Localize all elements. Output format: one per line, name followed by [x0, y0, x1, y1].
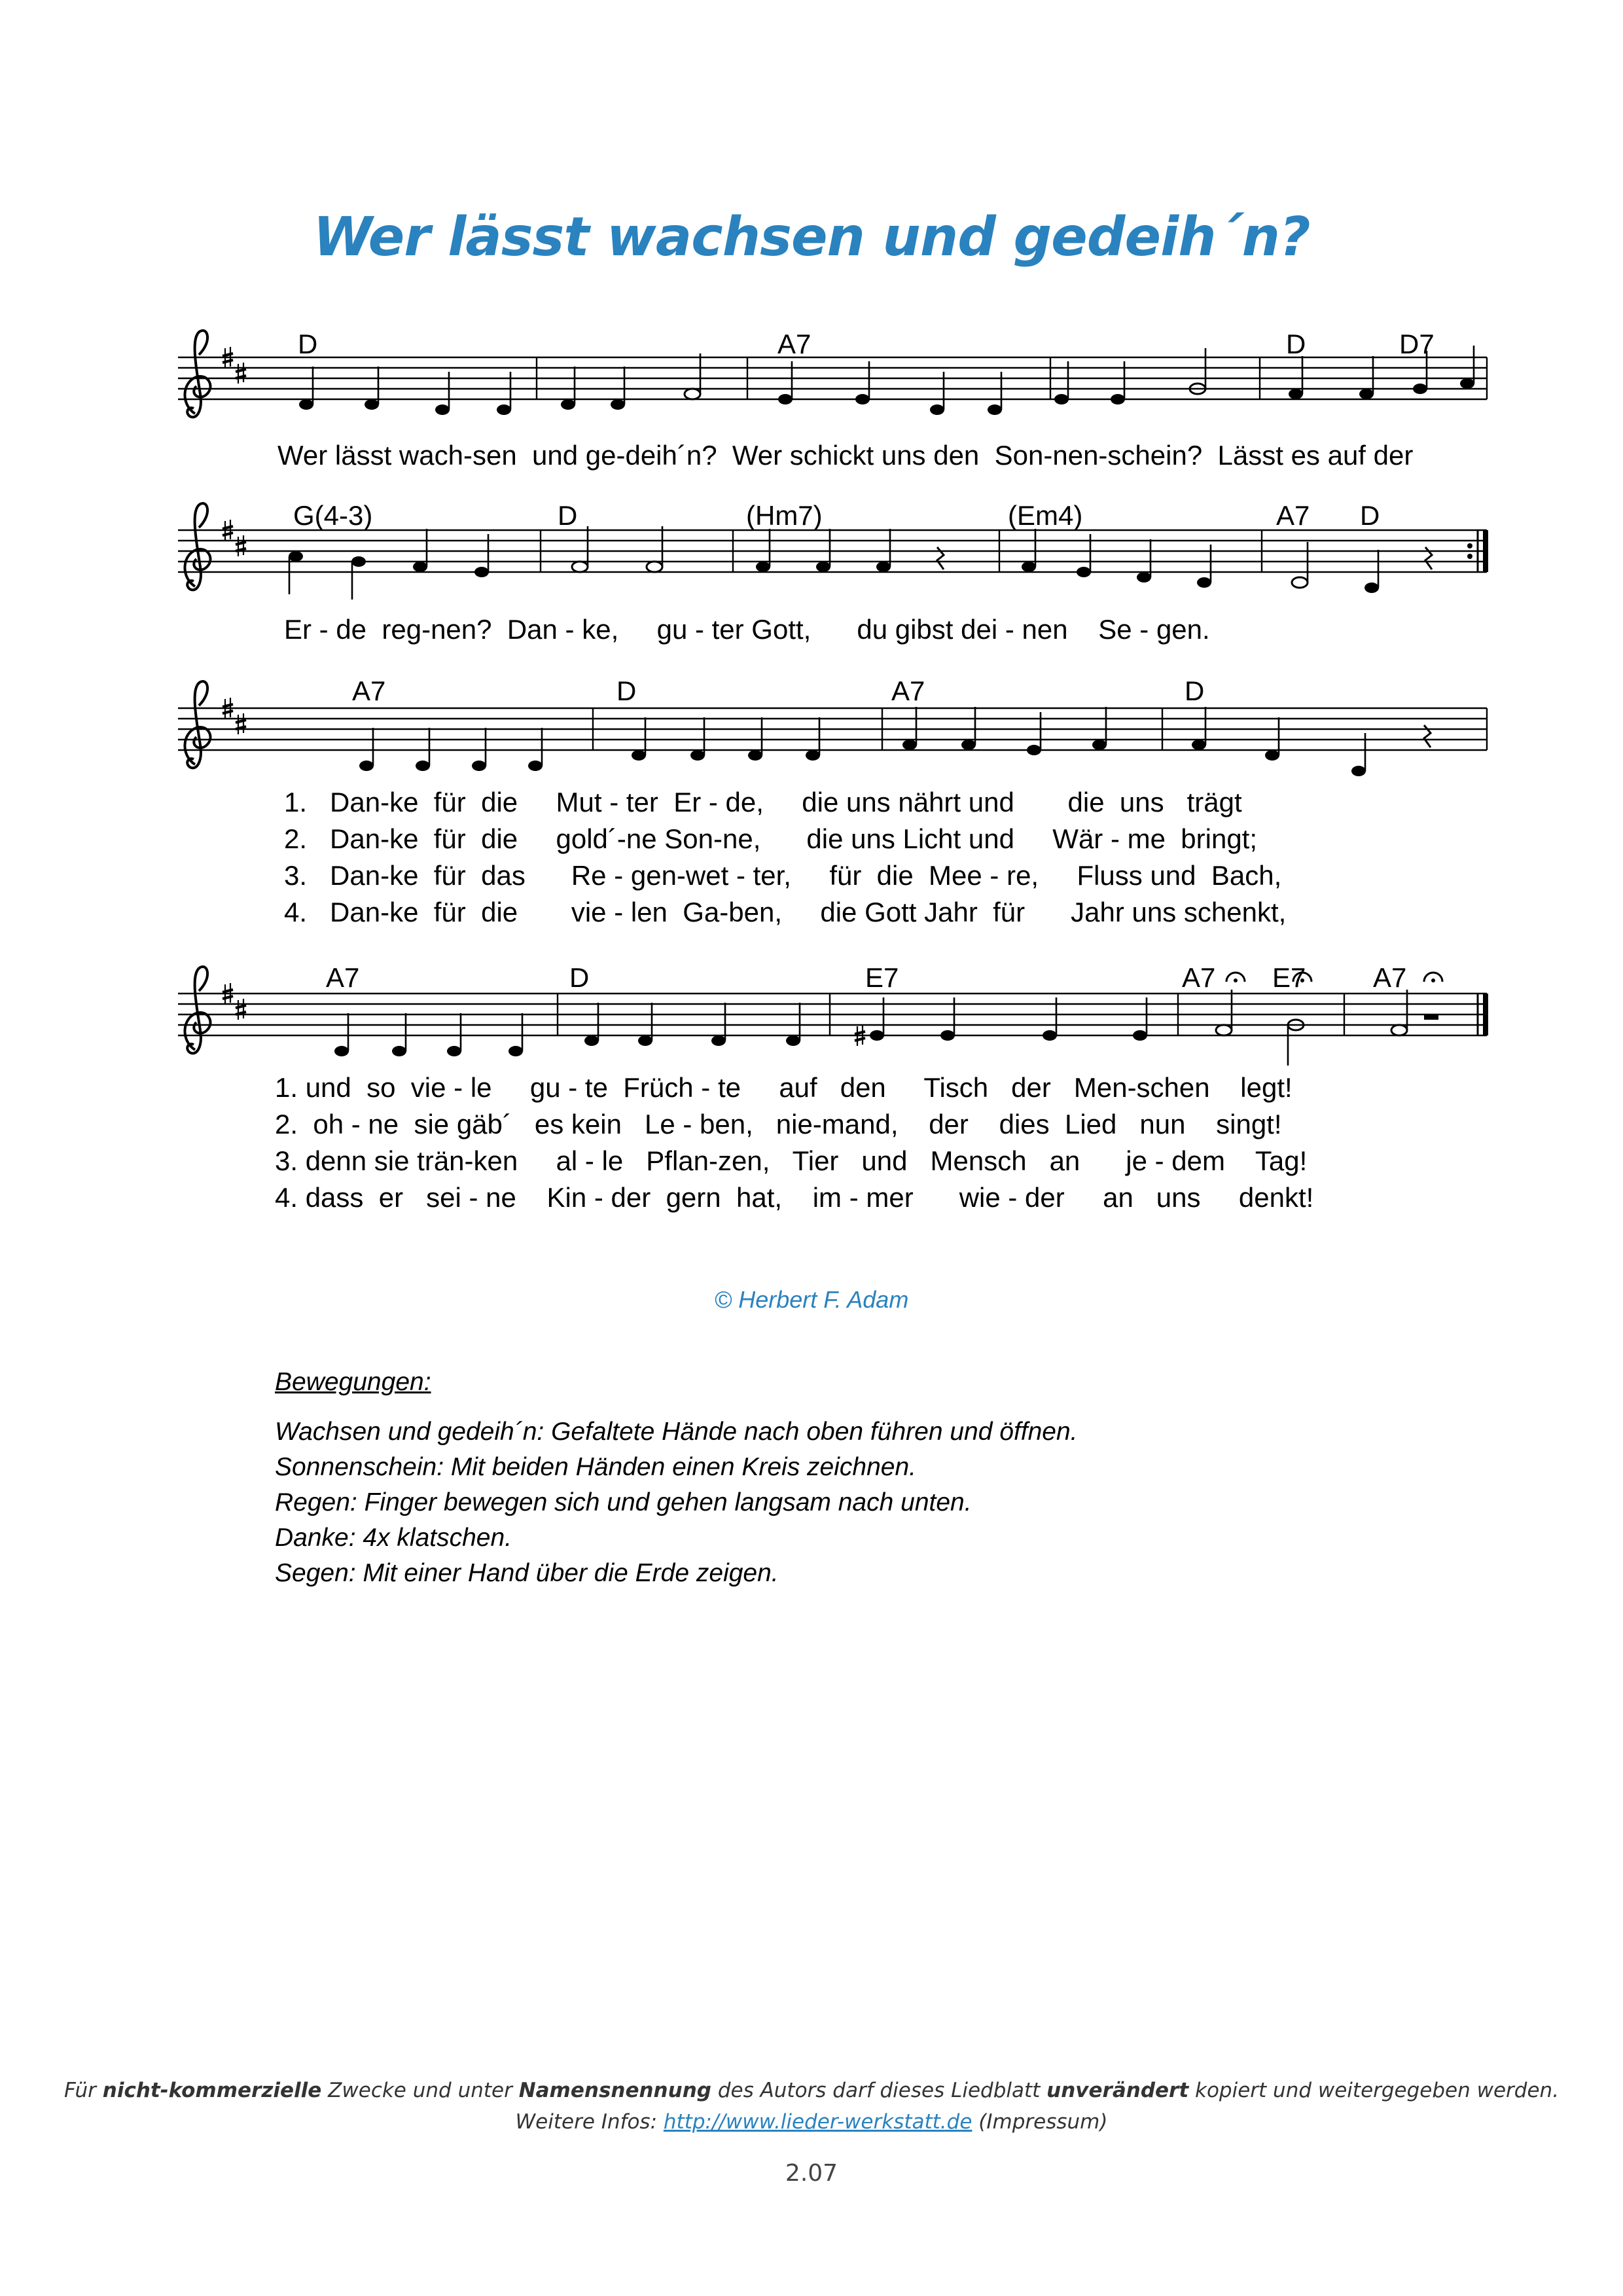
- footer-emphasis: unverändert: [1046, 2079, 1189, 2102]
- chord: E7: [1272, 962, 1306, 993]
- chord: D: [558, 500, 578, 531]
- license-line: [0, 2075, 1623, 2106]
- footer-text: des Autors darf dieses Liedblatt: [711, 2079, 1047, 2102]
- lyric-line: 4. Dan-ke für die vie - len Ga-ben, die Gott Jahr für Jahr uns schenkt,: [284, 897, 1287, 927]
- footer-text: (Impressum): [972, 2110, 1108, 2134]
- chord: D: [1185, 675, 1205, 706]
- chord: E7: [865, 962, 899, 993]
- chord: D: [1360, 500, 1380, 531]
- treble-clef-icon: [185, 967, 210, 1053]
- footer-text: Weitere Infos:: [515, 2110, 664, 2134]
- chord: A7: [1373, 962, 1407, 993]
- lyric-line: 3. denn sie trän-ken al - le Pflan-zen, Tier und Mensch an je - dem Tag!: [275, 1145, 1308, 1176]
- footer-emphasis: nicht-kommerzielle: [102, 2079, 322, 2102]
- lyric-line: 1. Dan-ke für die Mut - ter Er - de, die uns nährt und die uns trägt: [284, 787, 1242, 817]
- song-title: Wer lässt wachsen und gedeih´n?: [313, 206, 1310, 268]
- movements-heading: Bewegungen:: [275, 1368, 431, 1396]
- lyric-line: Wer lässt wach-sen und ge-deih´n? Wer schickt uns den Son-nen-schein? Lässt es auf der: [277, 440, 1414, 471]
- lyrics-system-3: [284, 787, 1286, 927]
- chord: (Hm7): [746, 500, 823, 531]
- lyric-line: 2. Dan-ke für die gold´-ne Son-ne, die uns Licht und Wär - me bringt;: [284, 823, 1258, 854]
- chord: D: [616, 675, 637, 706]
- chords-system-3: [352, 675, 1204, 706]
- chord: G(4-3): [293, 500, 373, 531]
- chord: D: [298, 329, 318, 359]
- chord: D: [569, 962, 590, 993]
- lyrics-system-4: [275, 1072, 1313, 1213]
- movement-line: Sonnenschein: Mit beiden Händen einen Kreis zeichnen.: [275, 1453, 916, 1481]
- lyric-line: 1. und so vie - le gu - te Früch - te auf den Tisch der Men-schen legt!: [275, 1072, 1293, 1103]
- chord: A7: [1276, 500, 1310, 531]
- chords-system-1: [298, 329, 1435, 359]
- chord: A7: [326, 962, 360, 993]
- chords-system-2: [293, 500, 1380, 531]
- chord: D7: [1399, 329, 1435, 359]
- chord: D: [1286, 329, 1306, 359]
- lyric-line: 4. dass er sei - ne Kin - der gern hat, im - mer wie - der an uns denkt!: [275, 1182, 1314, 1213]
- lyrics-system-1: [277, 440, 1413, 471]
- page-number: 2.07: [785, 2160, 838, 2187]
- footer-text: Für: [63, 2079, 103, 2102]
- treble-clef-icon: [185, 503, 210, 590]
- movement-line: Wachsen und gedeih´n: Gefaltete Hände nach oben führen und öffnen.: [275, 1418, 1078, 1446]
- chord: A7: [352, 675, 386, 706]
- movement-line: Danke: 4x klatschen.: [275, 1524, 512, 1552]
- footer-emphasis: Namensnennung: [518, 2079, 711, 2102]
- author-credit: © Herbert F. Adam: [714, 1286, 909, 1313]
- footer-text: kopiert und weitergegeben werden.: [1188, 2079, 1560, 2102]
- treble-clef-icon: [185, 681, 210, 768]
- movement-line: Regen: Finger bewegen sich und gehen langsam nach unten.: [275, 1488, 972, 1516]
- chord: A7: [777, 329, 812, 359]
- treble-clef-icon: [185, 331, 210, 417]
- info-line: [0, 2106, 1623, 2138]
- footer-text: Zwecke und unter: [321, 2079, 519, 2102]
- movement-line: Segen: Mit einer Hand über die Erde zeigen.: [275, 1559, 779, 1587]
- lyric-line: Er - de reg-nen? Dan - ke, gu - ter Gott, du gibst dei - nen Se - gen.: [284, 614, 1210, 645]
- movements-section: [275, 1365, 1078, 1591]
- lyrics-system-2: [284, 614, 1210, 645]
- website-link[interactable]: http://www.lieder-werkstatt.de: [663, 2110, 972, 2134]
- chord: A7: [1182, 962, 1216, 993]
- lyric-line: 2. oh - ne sie gäb´ es kein Le - ben, nie-mand, der dies Lied nun singt!: [275, 1109, 1282, 1139]
- license-footer: [0, 2075, 1623, 2138]
- chord: A7: [891, 675, 925, 706]
- chord: (Em4): [1008, 500, 1083, 531]
- lyric-line: 3. Dan-ke für das Re - gen-wet - ter, für die Mee - re, Fluss und Bach,: [284, 860, 1282, 891]
